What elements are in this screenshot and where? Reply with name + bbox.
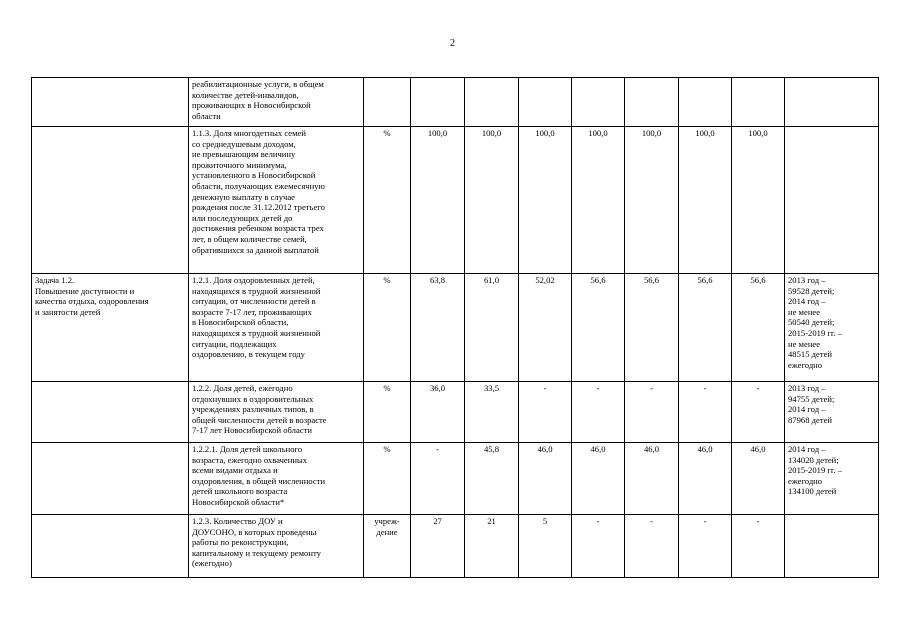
value-cell-text: 56,6 bbox=[643, 275, 660, 285]
value-cell bbox=[572, 78, 625, 127]
value-cell bbox=[519, 274, 572, 382]
unit-cell-text: % bbox=[383, 128, 391, 138]
value-cell bbox=[732, 78, 785, 127]
indicator-cell bbox=[189, 78, 364, 127]
value-cell bbox=[519, 127, 572, 274]
value-cell-text: 100,0 bbox=[695, 128, 715, 138]
value-cell-text: 33,5 bbox=[483, 383, 500, 393]
value-cell-text: - bbox=[756, 383, 760, 393]
indicator-cell bbox=[189, 274, 364, 382]
note-cell bbox=[785, 127, 879, 274]
value-cell-text: - bbox=[650, 516, 653, 526]
note-cell-text: 2014 год – 134020 детей; 2015-2019 гг. – ежегодно 134100 детей bbox=[788, 444, 843, 497]
value-cell bbox=[465, 78, 519, 127]
note-cell bbox=[785, 274, 879, 382]
value-cell bbox=[572, 274, 625, 382]
table-row bbox=[32, 127, 879, 274]
value-cell bbox=[519, 78, 572, 127]
indicator-cell-text: реабилитационные услуги, в общем количестве детей-инвалидов, проживающих в Новосибирской области bbox=[192, 79, 324, 121]
value-cell-text: 61,0 bbox=[483, 275, 500, 285]
value-cell bbox=[625, 382, 679, 443]
note-cell bbox=[785, 515, 879, 578]
table-row bbox=[32, 515, 879, 578]
value-cell bbox=[679, 127, 732, 274]
indicator-cell bbox=[189, 382, 364, 443]
unit-cell-text: % bbox=[383, 444, 391, 454]
value-cell bbox=[465, 443, 519, 515]
indicator-cell bbox=[189, 127, 364, 274]
unit-cell bbox=[364, 443, 411, 515]
note-cell bbox=[785, 443, 879, 515]
value-cell bbox=[411, 382, 465, 443]
value-cell bbox=[625, 443, 679, 515]
unit-cell-text: учреж- дение bbox=[374, 516, 400, 537]
value-cell bbox=[572, 443, 625, 515]
value-cell bbox=[519, 443, 572, 515]
unit-cell bbox=[364, 382, 411, 443]
value-cell bbox=[625, 274, 679, 382]
unit-cell-text: % bbox=[383, 383, 391, 393]
value-cell bbox=[625, 127, 679, 274]
indicator-cell-text: 1.2.2.1. Доля детей школьного возраста, ежегодно охваченных всеми видами отдыха и оздоровления, в общей численности детей школьного возраста Новосибирской области* bbox=[192, 444, 326, 507]
unit-cell-text: % bbox=[383, 275, 391, 285]
value-cell-text: 56,6 bbox=[590, 275, 606, 285]
value-cell-text: 100,0 bbox=[748, 128, 768, 138]
indicator-cell bbox=[189, 443, 364, 515]
value-cell bbox=[732, 274, 785, 382]
unit-cell bbox=[364, 127, 411, 274]
value-cell-text: 36,0 bbox=[429, 383, 446, 393]
indicator-cell-text: 1.2.2. Доля детей, ежегодно отдохнувших в оздоровительных учреждениях различных типов, в общей численности детей в возрасте 7-17 лет Новосибирской области bbox=[192, 383, 327, 436]
value-cell bbox=[519, 382, 572, 443]
value-cell-text: - bbox=[703, 516, 707, 526]
value-cell-text: - bbox=[756, 516, 760, 526]
table-row bbox=[32, 274, 879, 382]
value-cell bbox=[679, 443, 732, 515]
value-cell bbox=[732, 127, 785, 274]
value-cell-text: 27 bbox=[433, 516, 442, 526]
table-row bbox=[32, 382, 879, 443]
value-cell-text: - bbox=[596, 383, 600, 393]
value-cell bbox=[732, 515, 785, 578]
task-cell bbox=[32, 78, 189, 127]
value-cell bbox=[411, 78, 465, 127]
value-cell bbox=[411, 127, 465, 274]
value-cell-text: 100,0 bbox=[588, 128, 608, 138]
value-cell bbox=[679, 274, 732, 382]
value-cell-text: 100,0 bbox=[535, 128, 555, 138]
value-cell bbox=[465, 515, 519, 578]
page-number: 2 bbox=[450, 38, 455, 49]
value-cell-text: 100,0 bbox=[427, 128, 448, 138]
value-cell bbox=[679, 515, 732, 578]
value-cell bbox=[679, 382, 732, 443]
value-cell bbox=[679, 78, 732, 127]
value-cell-text: 52,02 bbox=[535, 275, 555, 285]
value-cell-text: 100,0 bbox=[481, 128, 502, 138]
value-cell bbox=[732, 443, 785, 515]
value-cell-text: 21 bbox=[487, 516, 496, 526]
unit-cell bbox=[364, 515, 411, 578]
value-cell-text: 45,8 bbox=[483, 444, 500, 454]
value-cell bbox=[519, 515, 572, 578]
table-row bbox=[32, 443, 879, 515]
value-cell-text: - bbox=[436, 444, 439, 454]
value-cell-text: 56,6 bbox=[750, 275, 766, 285]
table-row bbox=[32, 78, 879, 127]
value-cell bbox=[411, 443, 465, 515]
value-cell-text: 46,0 bbox=[750, 444, 766, 454]
value-cell bbox=[411, 274, 465, 382]
task-cell-text: Задача 1.2. Повышение доступности и качества отдыха, оздоровления и занятости детей bbox=[35, 275, 149, 317]
indicator-cell bbox=[189, 515, 364, 578]
value-cell-text: 63,8 bbox=[429, 275, 446, 285]
value-cell bbox=[732, 382, 785, 443]
task-cell bbox=[32, 274, 189, 382]
note-cell bbox=[785, 78, 879, 127]
value-cell bbox=[465, 274, 519, 382]
value-cell-text: - bbox=[596, 516, 600, 526]
indicator-cell-text: 1.1.3. Доля многодетных семей со среднедушевым доходом, не превышающим величину прожиточного минимума, установленного в Новосибирской области, получающих ежемесячную денежную выплату в случае рождения после 31.12.2012 третьего или последующих детей до достижения ребенком возраста трех лет, в общем количестве семей, обратившихся за данной выплатой bbox=[192, 128, 325, 255]
value-cell bbox=[465, 382, 519, 443]
value-cell bbox=[572, 382, 625, 443]
value-cell bbox=[625, 515, 679, 578]
value-cell bbox=[465, 127, 519, 274]
value-cell-text: 46,0 bbox=[697, 444, 713, 454]
value-cell-text: 100,0 bbox=[641, 128, 662, 138]
value-cell-text: - bbox=[650, 383, 653, 393]
note-cell bbox=[785, 382, 879, 443]
unit-cell bbox=[364, 78, 411, 127]
indicator-cell-text: 1.2.3. Количество ДОУ и ДОУСОНО, в которых проведены работы по реконструкции, капитальному и текущему ремонту (ежегодно) bbox=[192, 516, 321, 569]
note-cell-text: 2013 год – 94755 детей; 2014 год – 87968 детей bbox=[788, 383, 835, 425]
value-cell-text: 5 bbox=[542, 516, 548, 526]
value-cell-text: 56,6 bbox=[697, 275, 713, 285]
indicators-table bbox=[31, 77, 879, 578]
value-cell-text: 46,0 bbox=[537, 444, 553, 454]
note-cell-text: 2013 год – 59528 детей; 2014 год – не менее 50540 детей; 2015-2019 гг. – не менее 48515 детей ежегодно bbox=[788, 275, 843, 370]
task-cell bbox=[32, 515, 189, 578]
value-cell bbox=[411, 515, 465, 578]
value-cell-text: - bbox=[543, 383, 547, 393]
value-cell bbox=[572, 127, 625, 274]
task-cell bbox=[32, 127, 189, 274]
value-cell-text: - bbox=[703, 383, 707, 393]
value-cell-text: 46,0 bbox=[643, 444, 660, 454]
indicator-cell-text: 1.2.1. Доля оздоровленных детей, находящихся в трудной жизненной ситуации, от численности детей в возрасте 7-17 лет, проживающих в Новосибирской области, находящихся в трудной жизненной ситуации, подлежащих оздоровлению, в текущем году bbox=[192, 275, 321, 360]
value-cell bbox=[625, 78, 679, 127]
task-cell bbox=[32, 443, 189, 515]
value-cell-text: 46,0 bbox=[590, 444, 606, 454]
task-cell bbox=[32, 382, 189, 443]
value-cell bbox=[572, 515, 625, 578]
unit-cell bbox=[364, 274, 411, 382]
